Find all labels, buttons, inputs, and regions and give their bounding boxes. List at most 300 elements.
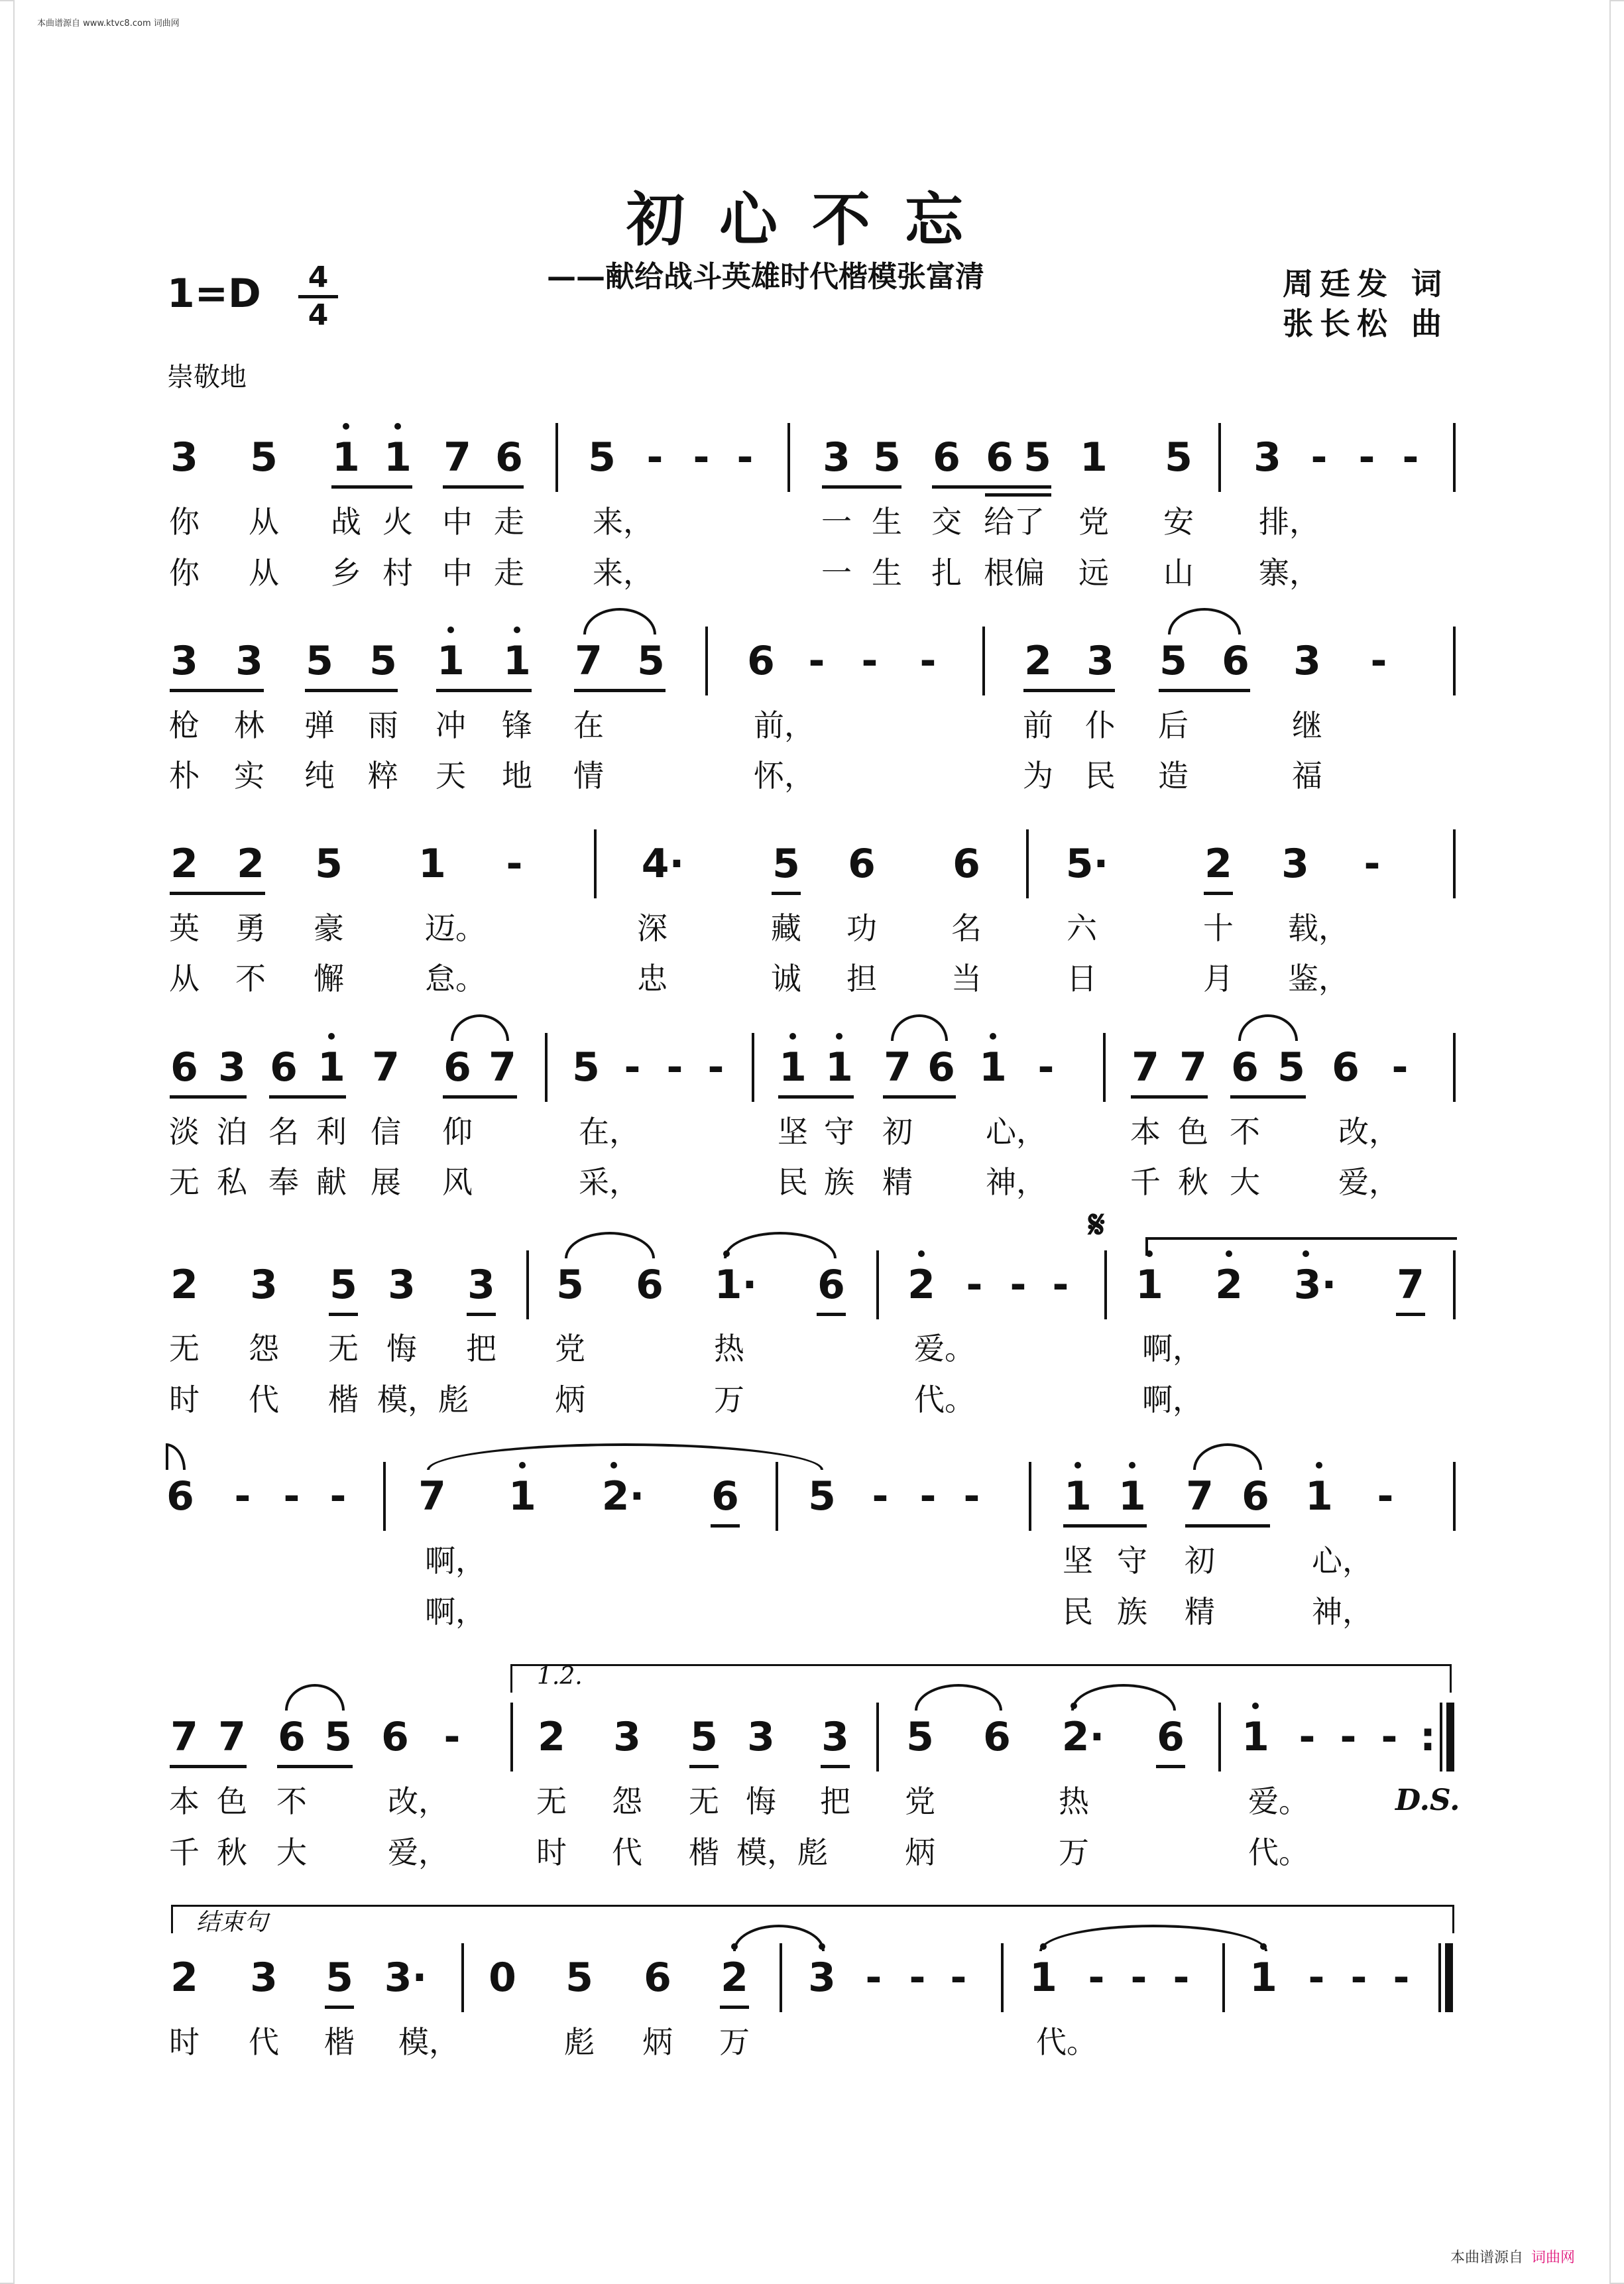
- high-octave-dot: [1260, 1943, 1267, 1950]
- lyric: 时: [169, 1382, 200, 1417]
- note: 7: [575, 638, 603, 684]
- lyric: 名: [951, 910, 982, 946]
- note: 3: [1253, 434, 1281, 481]
- lyric: 仆: [1085, 707, 1116, 743]
- note: 6: [1157, 1714, 1185, 1760]
- source-watermark-bottom: [1450, 2246, 1575, 2267]
- lyric: 采，: [579, 1164, 640, 1200]
- high-octave-dot: [1074, 1462, 1081, 1469]
- lyrics-row-8: [0, 2022, 1624, 2060]
- note: -: [865, 1954, 882, 2001]
- lyric: 懈: [314, 961, 344, 996]
- high-octave-dot: [1146, 1250, 1153, 1257]
- note: -: [1173, 1954, 1190, 2001]
- barline: [787, 423, 790, 492]
- lyric: 秋: [1178, 1164, 1208, 1200]
- barline: [1453, 829, 1456, 898]
- lyric: 造: [1158, 758, 1189, 794]
- lyric: 担: [846, 961, 877, 996]
- lyrics-row-2-verse-1: [0, 705, 1624, 743]
- lyric: 无: [169, 1331, 200, 1366]
- note: 5: [1165, 434, 1192, 481]
- source-brand-link[interactable]: 词曲网: [1531, 2250, 1576, 2266]
- lyric: 爱。: [914, 1331, 975, 1366]
- note: -: [1370, 638, 1387, 684]
- lyric: 仰: [442, 1114, 473, 1150]
- underline-beam: [269, 1095, 346, 1099]
- lyric: 万: [719, 2024, 750, 2060]
- barline: [1453, 423, 1456, 492]
- underline-beam: [467, 1313, 496, 1316]
- lyric: 大: [1230, 1164, 1260, 1200]
- underline-beam: [817, 1313, 846, 1316]
- note: 6: [927, 1044, 955, 1091]
- note: 5: [572, 1044, 600, 1091]
- note: 3: [747, 1714, 775, 1760]
- lyric: 啊，: [1142, 1382, 1203, 1417]
- lyric: 模，彪: [736, 1834, 828, 1870]
- barline: [982, 627, 985, 695]
- note: 3: [821, 1714, 849, 1760]
- lyric: 民: [1085, 758, 1116, 794]
- note: 6: [933, 434, 960, 481]
- note: 3: [250, 1262, 278, 1308]
- lyric: 模，彪: [377, 1382, 469, 1417]
- note: 7: [218, 1714, 246, 1760]
- note: -: [1299, 1714, 1316, 1760]
- lyric: 悔: [746, 1783, 776, 1819]
- lyric: 爱，: [388, 1834, 449, 1870]
- underline-beam: [689, 1765, 719, 1768]
- barline: [1218, 423, 1221, 492]
- high-octave-dot: [1226, 1250, 1232, 1257]
- note: -: [234, 1473, 251, 1520]
- barline: [1453, 627, 1456, 695]
- lyric: 不: [1230, 1114, 1260, 1150]
- note: 1: [979, 1044, 1007, 1091]
- song-subtitle: ——献给战斗英雄时代楷模张富清: [547, 260, 984, 294]
- underline-beam: [1159, 689, 1250, 692]
- note: 6: [381, 1714, 409, 1760]
- lyric: 把: [466, 1331, 496, 1366]
- lyric: 鉴，: [1288, 961, 1349, 996]
- composer-credit: 张长松 曲: [1283, 306, 1449, 341]
- note: -: [1350, 1954, 1367, 2001]
- score-row-6: [0, 1473, 1624, 1520]
- note: 2: [170, 1262, 198, 1308]
- note: 7: [443, 434, 471, 481]
- note: 5: [772, 841, 800, 887]
- lyric: 悔: [386, 1331, 417, 1366]
- barline: [752, 1033, 754, 1102]
- note: 1: [1135, 1262, 1163, 1308]
- time-signature-top: 4: [308, 261, 329, 294]
- lyrics-row-6-verse-2: [0, 1592, 1624, 1630]
- underline-beam: [170, 1765, 247, 1768]
- lyrics-row-1-verse-1: [0, 502, 1624, 540]
- lyric: 秋: [217, 1834, 247, 1870]
- lyric: 时: [536, 1834, 567, 1870]
- barline: [1104, 1250, 1107, 1319]
- source-watermark-top: 本曲谱源自 www.ktvc8.com 词曲网: [37, 19, 180, 29]
- lyric: 千: [169, 1834, 200, 1870]
- lyric: 六: [1067, 910, 1097, 946]
- note: 5: [637, 638, 665, 684]
- key-signature: 1=D: [167, 270, 261, 317]
- lyric: 坚: [778, 1114, 808, 1150]
- note: 6: [747, 638, 775, 684]
- note: 5: [315, 841, 343, 887]
- lyric: 实: [234, 758, 264, 794]
- lyric: 载，: [1288, 910, 1349, 946]
- barline: [876, 1703, 879, 1772]
- note: -: [919, 1473, 937, 1520]
- underline-beam: [277, 1765, 353, 1768]
- high-octave-dot: [789, 1033, 796, 1040]
- repeat-barline-thin: [1440, 1703, 1442, 1772]
- high-octave-dot: [918, 1250, 925, 1257]
- note: 3: [823, 434, 850, 481]
- underline-beam: [778, 1095, 854, 1099]
- lyric: 枪: [169, 707, 200, 743]
- score-row-1: [0, 434, 1624, 481]
- lyric: 泊: [217, 1114, 247, 1150]
- note: 5: [329, 1262, 357, 1308]
- tempo-marking: 崇敬地: [167, 362, 247, 392]
- barline: [705, 627, 708, 695]
- lyric: 后: [1158, 707, 1189, 743]
- lyric: 爱，: [1338, 1164, 1399, 1200]
- lyric: 前: [1023, 707, 1053, 743]
- lyric: 怠。: [425, 961, 486, 996]
- underline-beam: [170, 892, 265, 895]
- lyric: 爱。: [1248, 1783, 1309, 1819]
- lyric: 来，: [593, 504, 654, 540]
- note: -: [919, 638, 937, 684]
- lyric: 大: [276, 1834, 307, 1870]
- lyric: 从: [249, 555, 279, 591]
- right-margin-border: [1609, 0, 1624, 2284]
- lyric: 从: [249, 504, 279, 540]
- slur: [1145, 1237, 1457, 1256]
- note: 3: [467, 1262, 495, 1308]
- note: 7: [170, 1714, 198, 1760]
- note: 6: [636, 1262, 664, 1308]
- underline-beam: [1023, 689, 1115, 692]
- lyric: 神，: [1312, 1594, 1373, 1630]
- lyric: 纯: [304, 758, 335, 794]
- final-barline-thin: [1438, 1943, 1441, 2012]
- barline: [1001, 1943, 1004, 2012]
- note: 3: [808, 1954, 836, 2001]
- lyric: 交: [931, 504, 962, 540]
- lyric: 村: [382, 555, 413, 591]
- lyric: 民: [778, 1164, 808, 1200]
- note: -: [329, 1473, 347, 1520]
- lyric: 粹: [368, 758, 398, 794]
- note: 5: [906, 1714, 934, 1760]
- note: -: [950, 1954, 967, 2001]
- lyric: 寨，: [1259, 555, 1320, 591]
- underline-beam: [170, 689, 264, 692]
- note: 5: [369, 638, 397, 684]
- lyric: 地: [502, 758, 532, 794]
- lyric: 勇: [235, 910, 266, 946]
- lyric: 忠: [637, 961, 667, 996]
- lyric: 天: [435, 758, 466, 794]
- lyric: 代。: [914, 1382, 975, 1417]
- lyrics-row-1-verse-2: [0, 553, 1624, 591]
- note: 1: [332, 434, 360, 481]
- underline-beam: [574, 689, 666, 692]
- segno-sign: 𝄋: [1088, 1202, 1105, 1247]
- note: 2·: [601, 1473, 645, 1520]
- lyric: 在: [573, 707, 604, 743]
- underline-beam: [1156, 1765, 1185, 1768]
- note: -: [1363, 841, 1381, 887]
- lyric: 奉: [268, 1164, 299, 1200]
- lyric: 远: [1078, 555, 1109, 591]
- note: 2: [721, 1954, 748, 2001]
- high-octave-dot: [514, 627, 520, 633]
- note: 4·: [641, 841, 685, 887]
- note: 6: [495, 434, 523, 481]
- note: 3·: [384, 1954, 428, 2001]
- lyric: 英: [169, 910, 200, 946]
- lyrics-row-3-verse-1: [0, 908, 1624, 946]
- note: 3: [1293, 638, 1321, 684]
- barline: [776, 1462, 778, 1531]
- high-octave-dot: [1252, 1703, 1259, 1709]
- lyric: 朴: [169, 758, 200, 794]
- underline-beam: [1063, 1524, 1147, 1528]
- lyric: 时: [169, 2024, 200, 2060]
- underline-beam: [1204, 892, 1233, 895]
- note: 6: [848, 841, 876, 887]
- note: 3: [388, 1262, 416, 1308]
- note: 7: [1397, 1262, 1424, 1308]
- note: 5: [1159, 638, 1187, 684]
- note: 1: [1029, 1954, 1057, 2001]
- slur: [166, 1443, 186, 1470]
- lyric: 守: [824, 1114, 854, 1150]
- lyric: 万: [714, 1382, 744, 1417]
- lyric: 坚: [1063, 1543, 1093, 1579]
- slur: [1168, 608, 1241, 634]
- slur: [565, 1232, 655, 1258]
- note: -: [666, 1044, 683, 1091]
- high-octave-dot: [328, 1033, 335, 1040]
- lyric: 在，: [579, 1114, 640, 1150]
- note: 1: [825, 1044, 853, 1091]
- lyric: 一: [821, 555, 852, 591]
- note: -: [1393, 1954, 1410, 2001]
- slur: [724, 1232, 837, 1258]
- lyric: 扎: [931, 555, 962, 591]
- lyric: 淡: [169, 1114, 200, 1150]
- lyric: 怨: [612, 1783, 642, 1819]
- note: 2: [1024, 638, 1052, 684]
- slur: [583, 608, 656, 634]
- note: 1: [1249, 1954, 1277, 2001]
- lyric: 安: [1163, 504, 1194, 540]
- lyric: 林: [234, 707, 264, 743]
- note: -: [872, 1473, 889, 1520]
- note: 6: [953, 841, 980, 887]
- lyric: 无: [536, 1783, 567, 1819]
- lyric: 炳: [555, 1382, 585, 1417]
- lyric: 党: [555, 1331, 585, 1366]
- score-row-2: [0, 638, 1624, 684]
- note: 5: [588, 434, 616, 481]
- lyricist-credit: 周廷发 词: [1283, 266, 1449, 302]
- lyric: 热: [1059, 1783, 1089, 1819]
- note: 2: [170, 1954, 198, 2001]
- underline-beam: [443, 1095, 517, 1099]
- lyric: 给了: [984, 504, 1045, 540]
- note: 6: [983, 1714, 1011, 1760]
- lyric: 生: [872, 504, 902, 540]
- lyrics-row-4-verse-2: [0, 1162, 1624, 1200]
- note: 1: [384, 434, 412, 481]
- note: 6: [1242, 1473, 1269, 1520]
- lyric: 不: [276, 1783, 307, 1819]
- lyric: 炳: [642, 2024, 673, 2060]
- lyric: 党: [1078, 504, 1109, 540]
- score-row-3: [0, 841, 1624, 887]
- barline: [526, 1250, 529, 1319]
- lyric: 楷: [328, 1382, 359, 1417]
- underline-beam: [436, 689, 532, 692]
- barline: [461, 1943, 464, 2012]
- note: 1: [1305, 1473, 1333, 1520]
- underline-beam: [711, 1524, 740, 1528]
- lyric: 为: [1023, 758, 1053, 794]
- lyric: 党: [905, 1783, 935, 1819]
- barline: [1026, 829, 1029, 898]
- lyric: 啊，: [425, 1594, 486, 1630]
- underline-beam: [1396, 1313, 1425, 1316]
- underline-beam: [883, 1095, 956, 1099]
- note: 2: [237, 841, 264, 887]
- note: 5: [565, 1954, 593, 2001]
- note: -: [283, 1473, 300, 1520]
- lyric: 山: [1163, 555, 1194, 591]
- note: 6: [1222, 638, 1249, 684]
- lyric: 情: [573, 758, 604, 794]
- note: 6: [817, 1262, 845, 1308]
- note: 2: [170, 841, 198, 887]
- note: -: [1377, 1473, 1394, 1520]
- lyric: 从: [169, 961, 200, 996]
- lyric: 不: [235, 961, 266, 996]
- underline-beam: [932, 485, 1051, 489]
- note: -: [736, 434, 754, 481]
- note: 6: [166, 1473, 194, 1520]
- lyric: 日: [1067, 961, 1097, 996]
- note: -: [966, 1262, 983, 1308]
- note: 3·: [1293, 1262, 1337, 1308]
- score-row-7: [0, 1663, 1624, 1760]
- high-octave-dot: [1303, 1250, 1309, 1257]
- barline: [1453, 1462, 1456, 1531]
- lyric: 献: [316, 1164, 347, 1200]
- coda-label: 结束句: [196, 1909, 268, 1936]
- score-row-4: [0, 1044, 1624, 1091]
- lyric: 守: [1117, 1543, 1147, 1579]
- note: 1: [437, 638, 465, 684]
- note: 6: [986, 434, 1014, 481]
- note: 6: [644, 1954, 671, 2001]
- note: 1: [318, 1044, 345, 1091]
- underline-beam: [331, 485, 412, 489]
- note: 2: [1204, 841, 1232, 887]
- lyric: 族: [1117, 1594, 1147, 1630]
- underline-beam: [822, 485, 901, 489]
- note: -: [1037, 1044, 1055, 1091]
- lyric: 彪: [564, 2024, 595, 2060]
- lyric: 啊，: [425, 1543, 486, 1579]
- slur: [891, 1014, 948, 1041]
- lyric: 精: [882, 1164, 913, 1200]
- source-text: 本曲谱源自: [1450, 2250, 1524, 2266]
- lyric: 代。: [1248, 1834, 1309, 1870]
- lyric: 私: [217, 1164, 247, 1200]
- lyric: 继: [1292, 707, 1322, 743]
- lyric: 中: [442, 504, 473, 540]
- lyric: 炳: [905, 1834, 935, 1870]
- note: 6: [170, 1044, 198, 1091]
- note: 3: [250, 1954, 278, 2001]
- lyric: 来，: [593, 555, 654, 591]
- note: 3: [235, 638, 263, 684]
- underline-beam-double: [985, 493, 1051, 497]
- note: 5: [250, 434, 278, 481]
- note: 7: [1131, 1044, 1159, 1091]
- high-octave-dot: [819, 1943, 825, 1950]
- note: -: [646, 434, 664, 481]
- lyric: 根偏: [984, 555, 1045, 591]
- note: 5: [873, 434, 901, 481]
- note: -: [1391, 1044, 1409, 1091]
- score-row-5: [0, 1262, 1624, 1308]
- high-octave-dot: [990, 1033, 996, 1040]
- barline: [383, 1462, 386, 1531]
- lyric: 改，: [1338, 1114, 1399, 1150]
- lyric: 走: [494, 555, 524, 591]
- left-margin-border: [0, 0, 15, 2284]
- high-octave-dot: [343, 423, 349, 430]
- note: 1: [1242, 1714, 1269, 1760]
- lyric: 初: [882, 1114, 913, 1150]
- lyric: 利: [316, 1114, 347, 1150]
- note: -: [1010, 1262, 1027, 1308]
- note: 5: [324, 1714, 352, 1760]
- lyric: 色: [217, 1783, 247, 1819]
- note: 3: [1086, 638, 1114, 684]
- underline-beam: [720, 2006, 749, 2009]
- lyric: 热: [714, 1331, 744, 1366]
- lyric: 心，: [1312, 1543, 1373, 1579]
- note: 7: [372, 1044, 400, 1091]
- lyric: 万: [1059, 1834, 1089, 1870]
- note: -: [624, 1044, 641, 1091]
- note: -: [707, 1044, 725, 1091]
- barline: [780, 1943, 782, 2012]
- lyric: 走: [494, 504, 524, 540]
- barline: [1453, 1250, 1456, 1319]
- lyric: 心，: [986, 1114, 1047, 1150]
